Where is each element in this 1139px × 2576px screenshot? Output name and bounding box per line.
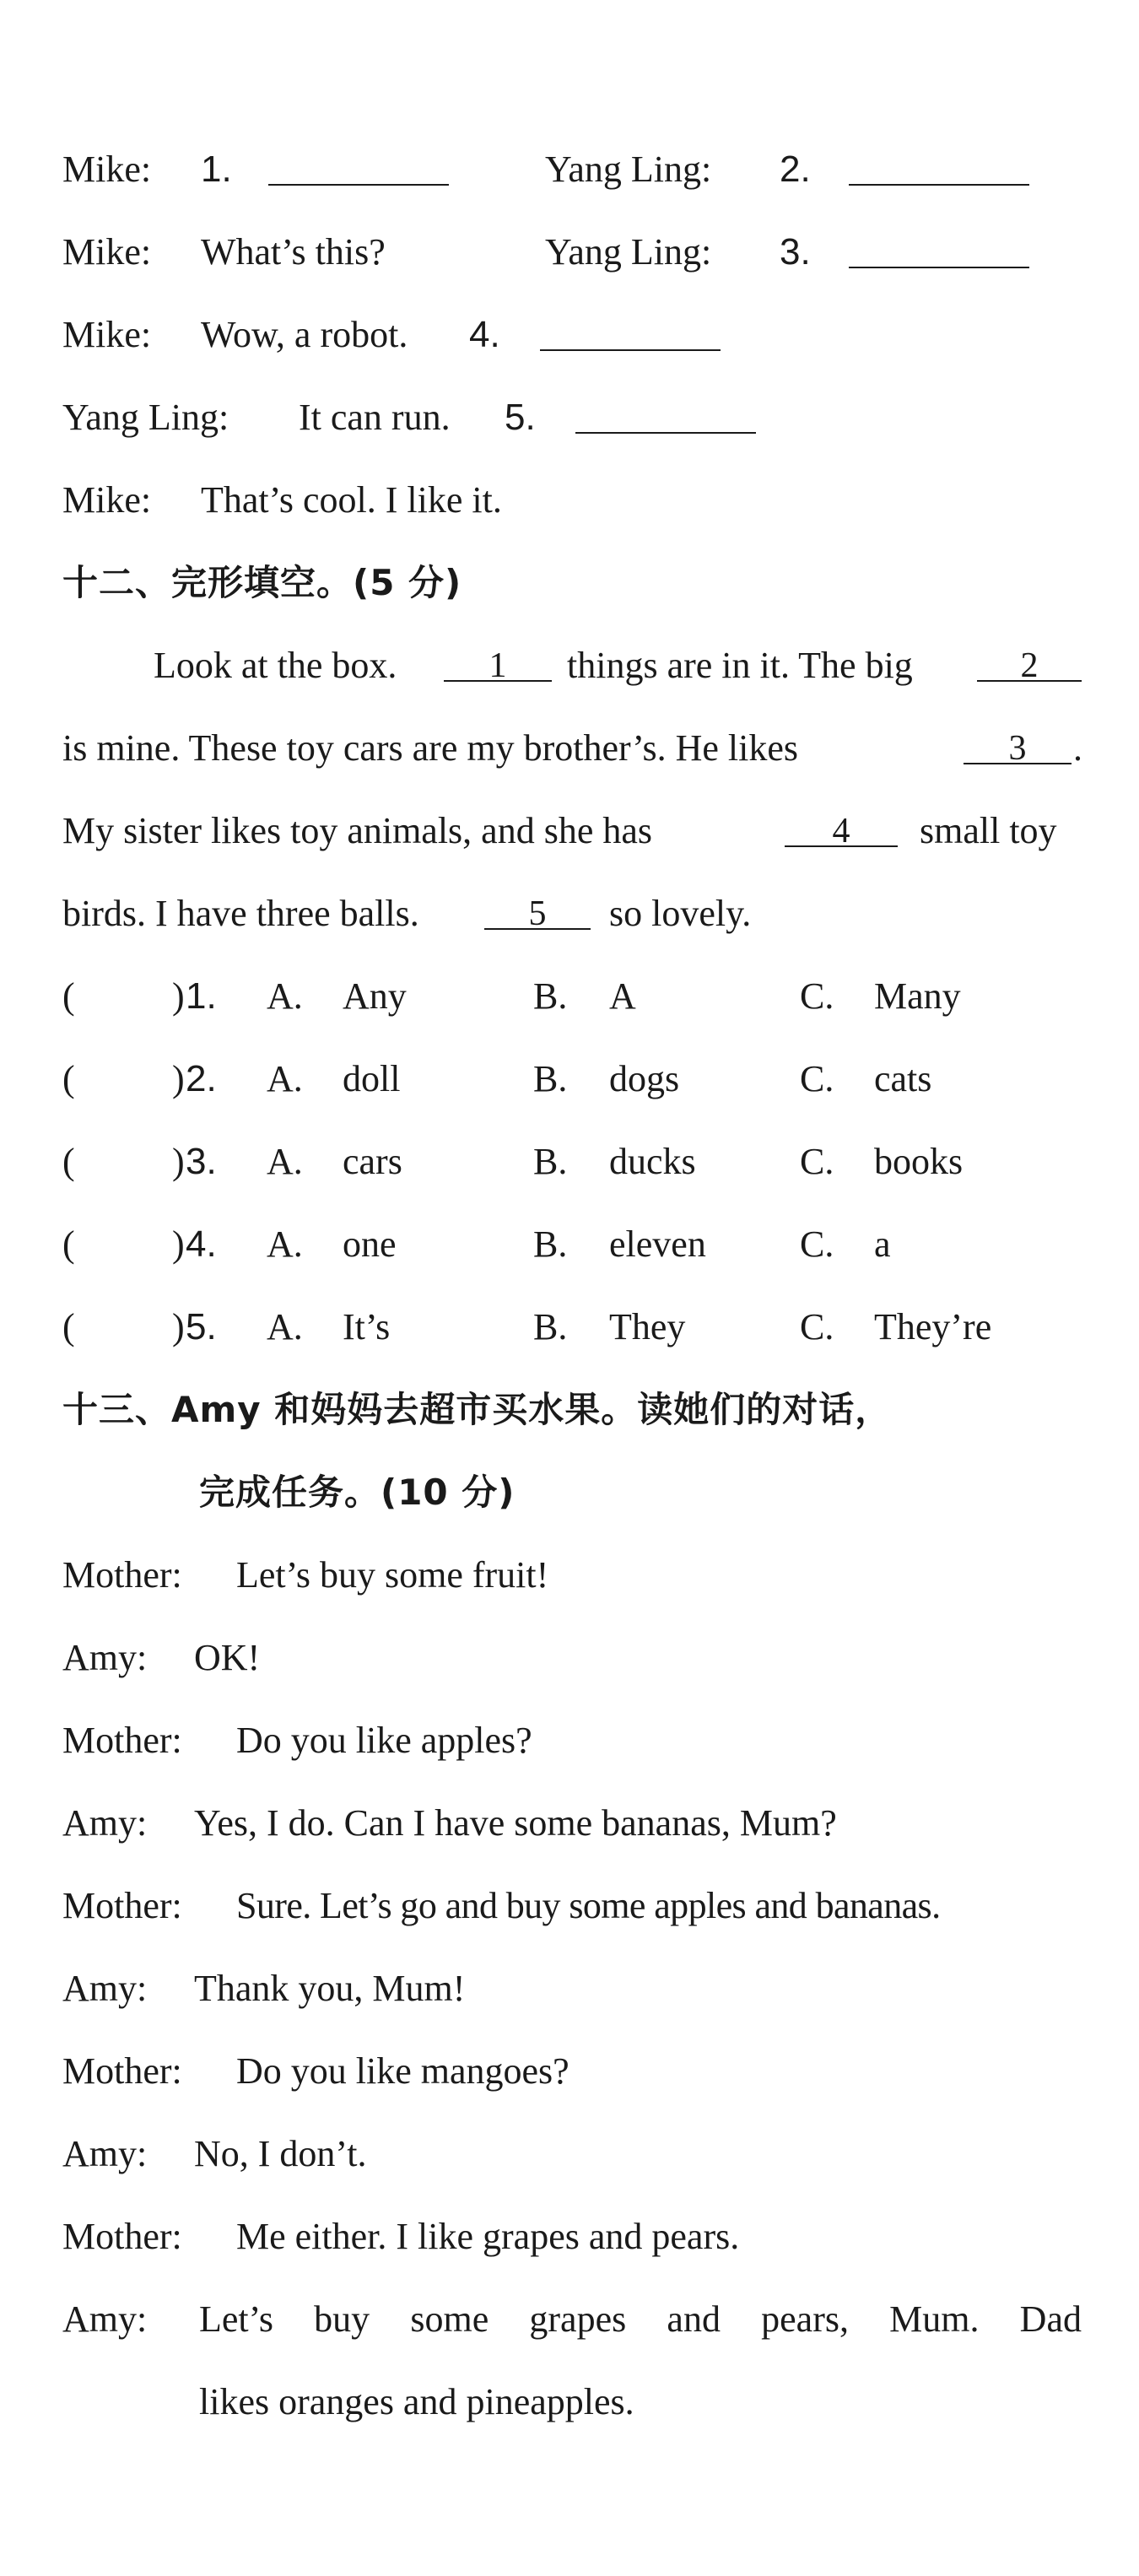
dialog-text: No, I don’t. <box>194 2133 367 2174</box>
speaker: Amy: <box>62 1968 148 2009</box>
option-a-label: A. <box>267 1058 303 1099</box>
passage-text: Look at the box. <box>154 645 397 686</box>
answer-paren-close: ) <box>172 1058 185 1099</box>
passage-line-4 <box>0 872 1139 955</box>
speaker: Mike: <box>62 479 152 521</box>
answer-blank-4[interactable] <box>540 349 721 351</box>
cloze-blank-number: 3 <box>1008 729 1027 768</box>
option-c-label: C. <box>800 1058 834 1099</box>
dialog2-line <box>0 2030 1139 2113</box>
passage-line-2 <box>0 707 1139 790</box>
option-b: A <box>609 975 636 1017</box>
dialog-text: Wow, a robot. <box>201 314 408 355</box>
question-row <box>0 1286 1139 1369</box>
dialog-text: Do you like apples? <box>236 1720 532 1761</box>
passage-text: birds. I have three balls. <box>62 893 419 934</box>
blank-number: 5. <box>505 397 536 438</box>
question-number: 4. <box>186 1223 217 1265</box>
speaker: Mike: <box>62 231 152 273</box>
dialog2-line <box>0 2113 1139 2195</box>
option-b: eleven <box>609 1223 706 1265</box>
blank-number: 4. <box>469 314 500 355</box>
blank-number: 1. <box>201 149 232 190</box>
option-b-label: B. <box>533 1141 568 1182</box>
dialog-text: likes oranges and pineapples. <box>199 2381 634 2422</box>
option-a-label: A. <box>267 1223 303 1265</box>
dialog1-line-4 <box>0 376 1139 459</box>
section-title: 十二、完形填空。(5 分) <box>62 562 462 603</box>
dialog2-line <box>0 1782 1139 1865</box>
cloze-blank-number: 4 <box>832 812 850 851</box>
dialog-text: Do you like mangoes? <box>236 2050 570 2092</box>
passage-text: so lovely. <box>609 893 752 934</box>
speaker: Amy: <box>62 1802 148 1844</box>
option-c-label: C. <box>800 1306 834 1347</box>
answer-blank-2[interactable] <box>849 184 1029 186</box>
passage-text: is mine. These toy cars are my brother’s. He likes <box>62 727 799 769</box>
answer-paren-close: ) <box>172 1223 185 1265</box>
answer-paren-close: ) <box>172 975 185 1017</box>
question-number: 5. <box>186 1306 217 1347</box>
dialog-text: It can run. <box>299 397 451 438</box>
dialog2-line <box>0 1617 1139 1699</box>
dialog2-line <box>0 2278 1139 2361</box>
dialog2-line <box>0 2195 1139 2278</box>
dialog-text: OK! <box>194 1637 261 1678</box>
section-12-title <box>0 542 1139 624</box>
dialog2-line <box>0 1534 1139 1617</box>
option-a: cars <box>343 1141 402 1182</box>
answer-paren-open: ( <box>62 1058 75 1099</box>
answer-paren-open: ( <box>62 1223 75 1265</box>
cloze-blank-number: 5 <box>528 894 547 933</box>
dialog-text: Let’s buy some grapes and pears, Mum. Dad <box>199 2298 1082 2340</box>
dialog-text: Sure. Let’s go and buy some apples and bananas. <box>236 1885 941 1926</box>
passage-text: My sister likes toy animals, and she has <box>62 810 653 851</box>
dialog1-line-5 <box>0 459 1139 542</box>
answer-paren-open: ( <box>62 1306 75 1347</box>
section-13-title-line-2 <box>0 1451 1139 1534</box>
answer-blank-3[interactable] <box>849 267 1029 268</box>
option-c: Many <box>874 975 961 1017</box>
option-a: one <box>343 1223 397 1265</box>
option-a: doll <box>343 1058 401 1099</box>
dialog-text: Let’s buy some fruit! <box>236 1554 549 1596</box>
option-b-label: B. <box>533 1223 568 1265</box>
option-c: a <box>874 1223 891 1265</box>
passage-text: . <box>1073 727 1082 769</box>
answer-paren-open: ( <box>62 1141 75 1182</box>
option-b-label: B. <box>533 975 568 1017</box>
option-c-label: C. <box>800 975 834 1017</box>
question-row <box>0 1038 1139 1121</box>
speaker: Mother: <box>62 2216 182 2257</box>
question-row <box>0 1203 1139 1286</box>
option-a-label: A. <box>267 975 303 1017</box>
speaker: Yang Ling: <box>62 397 229 438</box>
dialog1-line-2 <box>0 211 1139 294</box>
dialog-text: What’s this? <box>201 231 386 273</box>
blank-number: 3. <box>780 231 811 273</box>
option-c: cats <box>874 1058 932 1099</box>
option-a: Any <box>343 975 407 1017</box>
speaker: Yang Ling: <box>545 231 712 273</box>
dialog2-line <box>0 1947 1139 2030</box>
dialog2-line <box>0 1699 1139 1782</box>
speaker: Mother: <box>62 1720 182 1761</box>
cloze-blank-number: 2 <box>1020 646 1039 685</box>
dialog2-line-continued <box>0 2361 1139 2444</box>
option-a-label: A. <box>267 1306 303 1347</box>
dialog-text: That’s cool. I like it. <box>201 479 502 521</box>
answer-box-4[interactable] <box>84 1203 169 1286</box>
speaker: Mike: <box>62 149 152 190</box>
section-title: 完成任务。(10 分) <box>199 1472 516 1513</box>
passage-text: things are in it. The big <box>567 645 913 686</box>
passage-line-1 <box>0 624 1139 707</box>
option-b: dogs <box>609 1058 680 1099</box>
speaker: Mother: <box>62 2050 182 2092</box>
answer-box-5[interactable] <box>84 1286 169 1369</box>
dialog-text: Thank you, Mum! <box>194 1968 466 2009</box>
blank-number: 2. <box>780 149 811 190</box>
answer-paren-close: ) <box>172 1306 185 1347</box>
question-number: 1. <box>186 975 217 1017</box>
dialog1-line-1 <box>0 128 1139 211</box>
option-b-label: B. <box>533 1058 568 1099</box>
speaker: Yang Ling: <box>545 149 712 190</box>
dialog-text: Me either. I like grapes and pears. <box>236 2216 740 2257</box>
answer-blank-1[interactable] <box>268 184 449 186</box>
question-number: 3. <box>186 1141 217 1182</box>
answer-box-1[interactable] <box>84 955 169 1038</box>
option-b-label: B. <box>533 1306 568 1347</box>
question-row <box>0 955 1139 1038</box>
dialog-text: Yes, I do. Can I have some bananas, Mum? <box>194 1802 837 1844</box>
option-c-label: C. <box>800 1223 834 1265</box>
answer-box-2[interactable] <box>84 1038 169 1121</box>
speaker: Amy: <box>62 1637 148 1678</box>
passage-text: small toy <box>920 810 1057 851</box>
passage-line-3 <box>0 790 1139 872</box>
speaker: Amy: <box>62 2298 148 2340</box>
section-13-title-line-1 <box>0 1369 1139 1451</box>
speaker: Amy: <box>62 2133 148 2174</box>
question-row <box>0 1121 1139 1203</box>
option-c: books <box>874 1141 964 1182</box>
option-c-label: C. <box>800 1141 834 1182</box>
speaker: Mike: <box>62 314 152 355</box>
speaker: Mother: <box>62 1885 182 1926</box>
answer-paren-close: ) <box>172 1141 185 1182</box>
cloze-blank-number: 1 <box>489 646 507 685</box>
option-b: They <box>609 1306 686 1347</box>
section-title: 十三、Amy 和妈妈去超市买水果。读她们的对话， <box>62 1389 892 1430</box>
speaker: Mother: <box>62 1554 182 1596</box>
question-number: 2. <box>186 1058 217 1099</box>
option-a-label: A. <box>267 1141 303 1182</box>
option-b: ducks <box>609 1141 696 1182</box>
answer-blank-5[interactable] <box>575 432 756 434</box>
dialog2-line <box>0 1865 1139 1947</box>
option-c: They’re <box>874 1306 992 1347</box>
option-a: It’s <box>343 1306 391 1347</box>
answer-paren-open: ( <box>62 975 75 1017</box>
dialog1-line-3 <box>0 294 1139 376</box>
answer-box-3[interactable] <box>84 1121 169 1203</box>
